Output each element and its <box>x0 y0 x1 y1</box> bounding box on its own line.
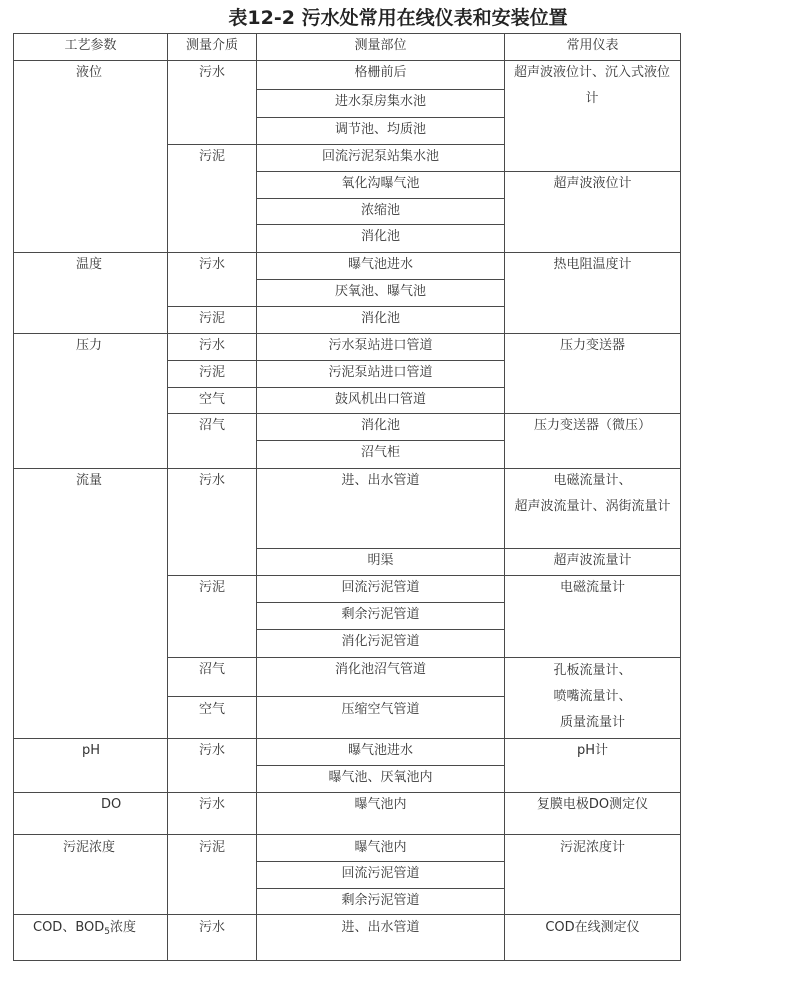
instrument-cell: 热电阻温度计 <box>553 257 632 272</box>
instrument-cell: 超声波流量计 <box>553 553 632 568</box>
medium-cell: 污水 <box>198 743 225 758</box>
param-temperature: 温度 <box>76 257 103 272</box>
location-cell: 污水泵站进口管道 <box>328 338 433 353</box>
location-cell: 曝气池进水 <box>347 257 413 272</box>
medium-cell: 污泥 <box>198 580 225 595</box>
location-cell: 进、出水管道 <box>341 473 420 488</box>
instrument-cell: 孔板流量计、 <box>553 663 632 678</box>
medium-cell: 污泥 <box>198 311 225 326</box>
param-ph: pH <box>82 743 101 758</box>
medium-cell: 沼气 <box>198 418 225 433</box>
header-process-parameter: 工艺参数 <box>64 38 117 53</box>
grid-line <box>13 960 681 961</box>
location-cell: 进水泵房集水池 <box>334 94 426 109</box>
param-flow: 流量 <box>76 473 103 488</box>
param-level: 液位 <box>76 65 103 80</box>
location-cell: 调节池、均质池 <box>334 122 426 137</box>
location-cell: 曝气池内 <box>354 840 407 855</box>
medium-cell: 污泥 <box>198 365 225 380</box>
location-cell: 消化池 <box>360 229 400 244</box>
table-title: 表12-2 污水处常用在线仪表和安装位置 <box>228 7 568 29</box>
instrument-cell: 质量流量计 <box>559 715 625 730</box>
instrument-cell: 超声波液位计、沉入式液位计 <box>513 65 670 106</box>
medium-cell: 污泥 <box>198 149 225 164</box>
instrument-cell: 电磁流量计、 <box>553 473 632 488</box>
instrument-cell: 复膜电极DO测定仪 <box>536 797 649 812</box>
location-cell: 消化池 <box>360 418 400 433</box>
location-cell: 消化池 <box>360 311 400 326</box>
location-cell: 进、出水管道 <box>341 920 420 935</box>
location-cell: 沼气柜 <box>360 445 400 460</box>
medium-cell: 沼气 <box>198 662 225 677</box>
header-common-instrument: 常用仪表 <box>566 38 619 53</box>
location-cell: 浓缩池 <box>360 203 400 218</box>
instrument-cell: 压力变送器 <box>559 338 625 353</box>
location-cell: 剩余污泥管道 <box>341 607 420 622</box>
medium-cell: 空气 <box>198 702 225 717</box>
param-do: DO <box>101 797 122 812</box>
header-measuring-location: 测量部位 <box>354 38 407 53</box>
medium-cell: 污水 <box>198 338 225 353</box>
instrument-cell: 喷嘴流量计、 <box>553 689 632 704</box>
instrument-cell: pH计 <box>576 743 609 758</box>
instrument-cell: 压力变送器（微压） <box>533 418 651 433</box>
location-cell: 污泥泵站进口管道 <box>328 365 433 380</box>
location-cell: 回流污泥泵站集水池 <box>321 149 439 164</box>
grid-line <box>167 33 168 961</box>
location-cell: 压缩空气管道 <box>341 702 420 717</box>
medium-cell: 污泥 <box>198 840 225 855</box>
location-cell: 剩余污泥管道 <box>341 893 420 908</box>
medium-cell: 污水 <box>198 473 225 488</box>
location-cell: 明渠 <box>367 553 394 568</box>
location-cell: 厌氧池、曝气池 <box>334 284 426 299</box>
location-cell: 鼓风机出口管道 <box>334 392 426 407</box>
medium-cell: 污水 <box>198 797 225 812</box>
location-cell: 回流污泥管道 <box>341 866 420 881</box>
location-cell: 曝气池进水 <box>347 743 413 758</box>
location-cell: 消化池沼气管道 <box>334 662 426 677</box>
medium-cell: 污水 <box>198 257 225 272</box>
instrument-cell: COD在线测定仪 <box>545 920 640 935</box>
instrument-cell: 电磁流量计 <box>559 580 625 595</box>
location-cell: 氧化沟曝气池 <box>341 176 420 191</box>
medium-cell: 空气 <box>198 392 225 407</box>
param-sludge-concentration: 污泥浓度 <box>63 840 116 855</box>
location-cell: 曝气池内 <box>354 797 407 812</box>
param-cod-bod-subscript: 5 <box>104 927 110 937</box>
instrument-cell: 超声波流量计、涡街流量计 <box>514 499 671 514</box>
param-pressure: 压力 <box>76 338 103 353</box>
location-cell: 消化污泥管道 <box>341 634 420 649</box>
param-cod-bod-suffix: 浓度 <box>110 920 137 935</box>
location-cell: 格栅前后 <box>354 65 407 80</box>
location-cell: 曝气池、厌氧池内 <box>328 770 433 785</box>
location-cell: 回流污泥管道 <box>341 580 420 595</box>
instrument-cell: 超声波液位计 <box>553 176 632 191</box>
instrument-cell: 污泥浓度计 <box>559 840 625 855</box>
medium-cell: 污水 <box>198 65 225 80</box>
grid-line <box>13 33 14 961</box>
param-cod-bod <box>33 915 136 941</box>
param-cod-bod-text: COD、BOD <box>33 920 105 935</box>
medium-cell: 污水 <box>198 920 225 935</box>
grid-line <box>680 33 681 961</box>
header-measured-medium: 测量介质 <box>185 38 238 53</box>
